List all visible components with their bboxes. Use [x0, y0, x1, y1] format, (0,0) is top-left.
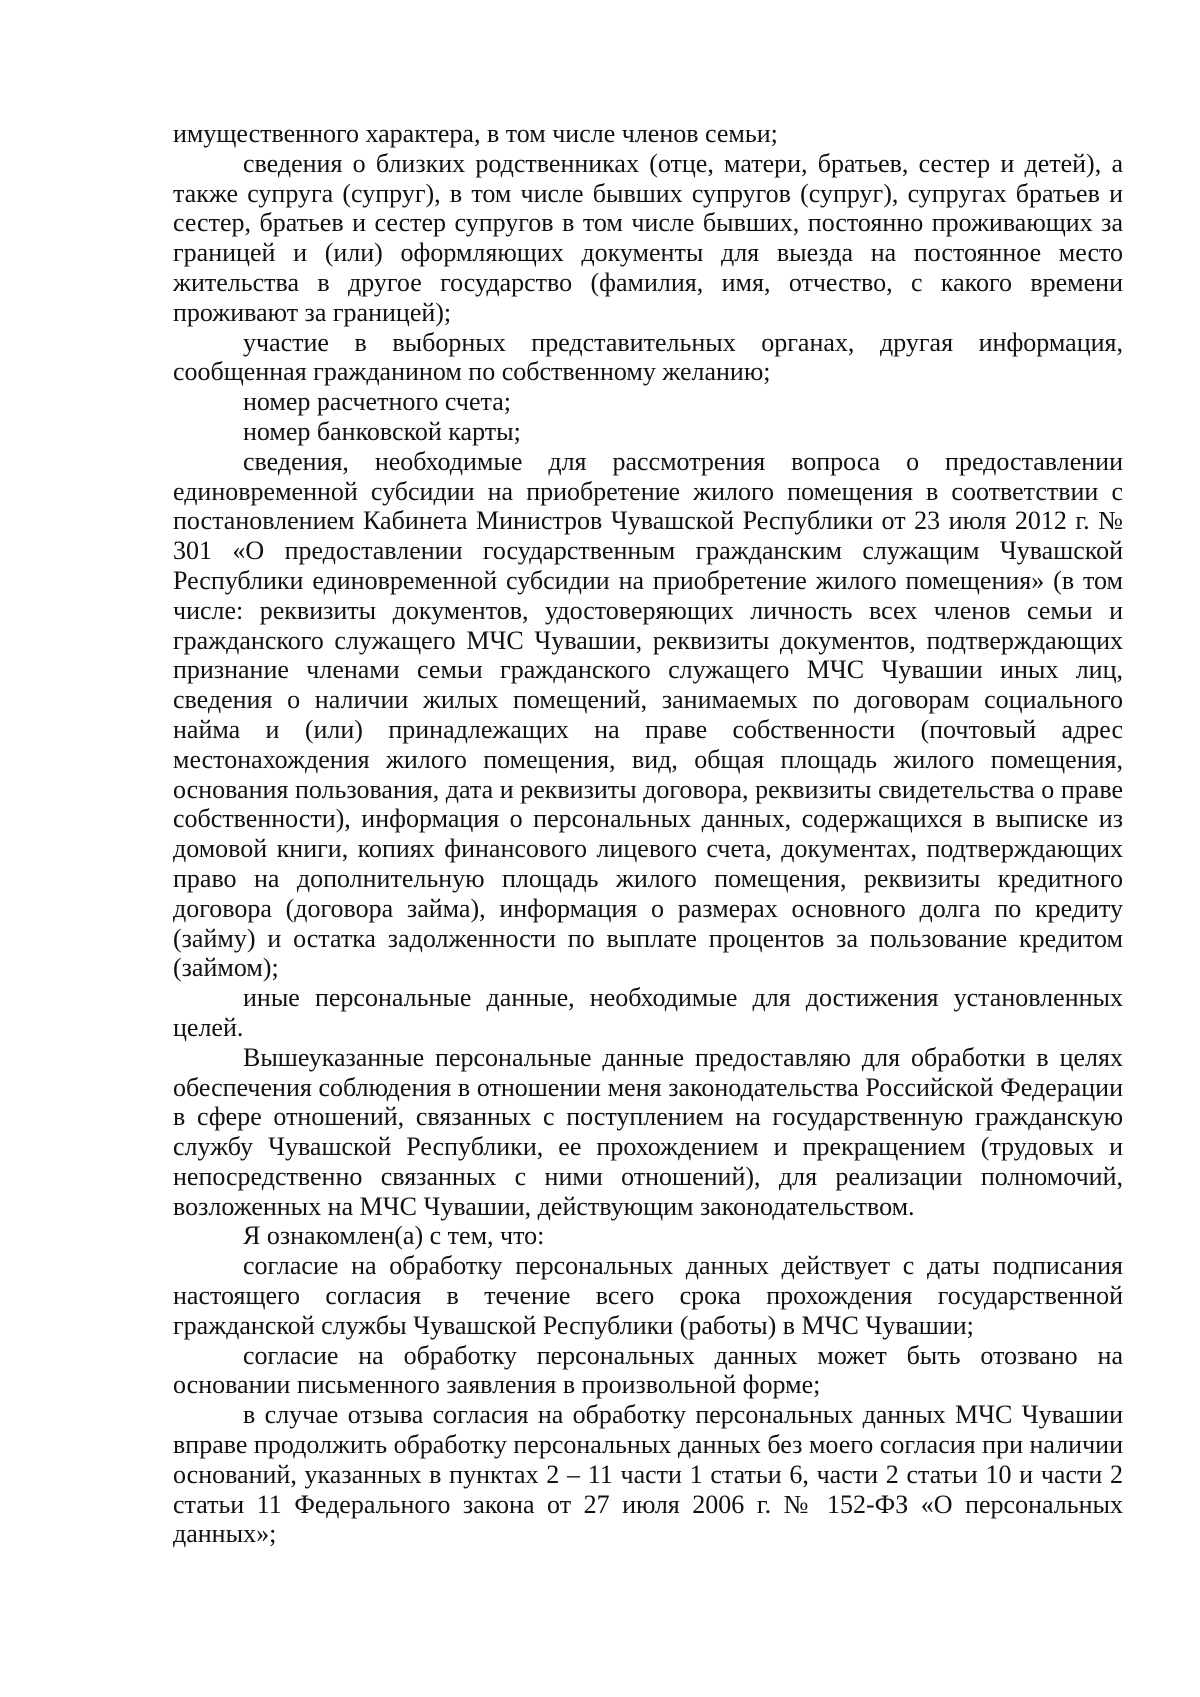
paragraph-housing-subsidy: сведения, необходимые для рассмотрения вопроса о предоставлении единовременной субсидии на приобретение жилого помещения в соответствии с постановлением Кабинета Министров Чувашской Республики от 23 июля 2012 г. № 301 «О предоставлении государственным гражданским служащим Чувашской Республики единовременной субсидии на приобретение жилого помещения» (в том числе: реквизиты документов, удостоверяющих личность всех членов семьи и гражданского служащего МЧС Чувашии, реквизиты документов, подтверждающих признание членами семьи гражданского служащего МЧС Чувашии иных лиц, сведения о наличии жилых помещений, занимаемых по договорам социального найма и (или) принадлежащих на праве собственности (почтовый адрес местонахождения жилого помещения, вид, общая площадь жилого помещения, основания пользования, дата и реквизиты договора, реквизиты свидетельства о праве собственности), информация о персональных данных, содержащихся в выписке из домовой книги, копиях финансового лицевого счета, документах, подтверждающих право на дополнительную площадь жилого помещения, реквизиты кредитного договора (договора займа), информация о размерах основного долга по кредиту (займу) и остатка задолженности по выплате процентов за пользование кредитом (займом); [173, 446, 1123, 983]
document-page [173, 119, 1123, 1549]
paragraph-elected-bodies: участие в выборных представительных органах, другая информация, сообщенная гражданином по собственному желанию; [173, 327, 1123, 387]
paragraph-property-nature: имущественного характера, в том числе членов семьи; [173, 119, 778, 148]
paragraph-processing-purpose: Вышеуказанные персональные данные предоставляю для обработки в целях обеспечения соблюдения в отношении меня законодательства Российской Федерации в сфере отношений, связанных с поступлением на государственную гражданскую службу Чувашской Республики, ее прохождением и прекращением (трудовых и непосредственно связанных с ними отношений), для реализации полномочий, возложенных на МЧС Чувашии, действующим законодательством. [173, 1042, 1123, 1221]
paragraph-continued-processing: в случае отзыва согласия на обработку персональных данных МЧС Чувашии вправе продолжить обработку персональных данных без моего согласия при наличии оснований, указанных в пунктах 2 – 11 части 1 статьи 6, части 2 статьи 10 и части 2 статьи 11 Федерального закона от 27 июля 2006 г. № 152-ФЗ «О персональных данных»; [173, 1400, 1123, 1549]
paragraph-close-relatives: сведения о близких родственниках (отце, матери, братьев, сестер и детей), а также супруга (супруг), в том числе бывших супругов (супруг), супругах братьев и сестер, братьев и сестер супругов в том числе бывших, постоянно проживающих за границей и (или) оформляющих документы для выезда на постоянное место жительства в другое государство (фамилия, имя, отчество, с какого времени проживают за границей); [173, 148, 1123, 327]
paragraph-other-data: иные персональные данные, необходимые для достижения установленных целей. [173, 983, 1123, 1042]
paragraph-consent-revocation: согласие на обработку персональных данных может быть отозвано на основании письменного заявления в произвольной форме; [173, 1340, 1123, 1400]
paragraph-card-number: номер банковской карты; [243, 416, 521, 446]
paragraph-acknowledgement: Я ознакомлен(а) с тем, что: [243, 1221, 545, 1251]
paragraph-consent-duration: согласие на обработку персональных данных действует с даты подписания настоящего согласия в течение всего срока прохождения государственной гражданской службы Чувашской Республики (работы) в МЧС Чувашии; [173, 1251, 1123, 1340]
paragraph-account-number: номер расчетного счета; [243, 387, 511, 417]
